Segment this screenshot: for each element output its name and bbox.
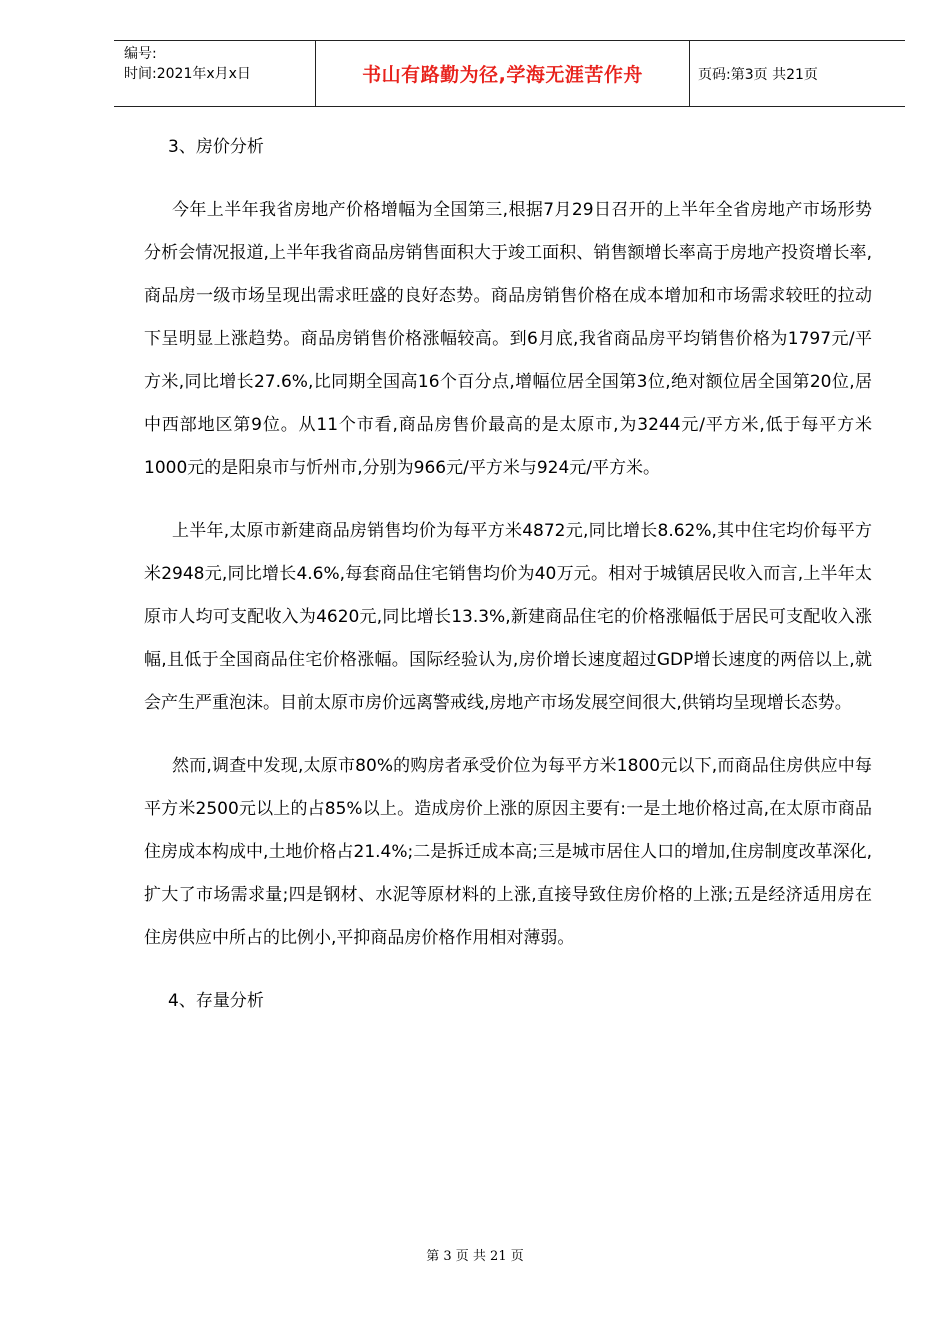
page-header (114, 40, 905, 107)
motto-text: 书山有路勤为径,学海无涯苦作舟 (362, 64, 643, 86)
document-time-label: 时间:2021年x月x日 (124, 66, 251, 82)
document-body (144, 126, 872, 1023)
paragraph-price-overview: 今年上半年我省房地产价格增幅为全国第三,根据7月29日召开的上半年全省房地产市场形势分析会情况报道,上半年我省商品房销售面积大于竣工面积、销售额增长率高于房地产投资增长率,商品房一级市场呈现出需求旺盛的良好态势。商品房销售价格在成本增加和市场需求较旺的拉动下呈明显上涨趋势。商品房销售价格涨幅较高。到6月底,我省商品房平均销售价格为1797元/平方米,同比增长27.6%,比同期全国高16个百分点,增幅位居全国第3位,绝对额位居全国第20位,居中西部地区第9位。从11个市看,商品房售价最高的是太原市,为3244元/平方米,低于每平方米1000元的是阳泉市与忻州市,分别为966元/平方米与924元/平方米。 (144, 200, 872, 478)
document-number-label: 编号: (124, 46, 157, 62)
paragraph-price-causes: 然而,调查中发现,太原市80%的购房者承受价位为每平方米1800元以下,而商品住房供应中每平方米2500元以上的占85%以上。造成房价上涨的原因主要有:一是土地价格过高,在太原市商品住房成本构成中,土地价格占21.4%;二是拆迁成本高;三是城市居住人口的增加,住房制度改革深化,扩大了市场需求量;四是钢材、水泥等原材料的上涨,直接导致住房价格的上涨;五是经济适用房在住房供应中所占的比例小,平抑商品房价格作用相对薄弱。 (144, 756, 872, 948)
header-page-cell (690, 41, 905, 106)
header-meta-cell (114, 41, 316, 106)
section-heading-inventory-analysis: 4、存量分析 (168, 991, 264, 1011)
page-code-label: 页码:第3页 共21页 (698, 66, 818, 83)
paragraph-taiyuan-prices: 上半年,太原市新建商品房销售均价为每平方米4872元,同比增长8.62%,其中住宅均价每平方米2948元,同比增长4.6%,每套商品住宅销售均价为40万元。相对于城镇居民收入而言,上半年太原市人均可支配收入为4620元,同比增长13.3%,新建商品住宅的价格涨幅低于居民可支配收入涨幅,且低于全国商品住宅价格涨幅。国际经验认为,房价增长速度超过GDP增长速度的两倍以上,就会产生严重泡沫。目前太原市房价远离警戒线,房地产市场发展空间很大,供销均呈现增长态势。 (144, 521, 872, 713)
section-heading-price-analysis: 3、房价分析 (168, 137, 264, 157)
header-motto-cell (316, 41, 690, 106)
page-footer: 第 3 页 共 21 页 (426, 1249, 524, 1264)
